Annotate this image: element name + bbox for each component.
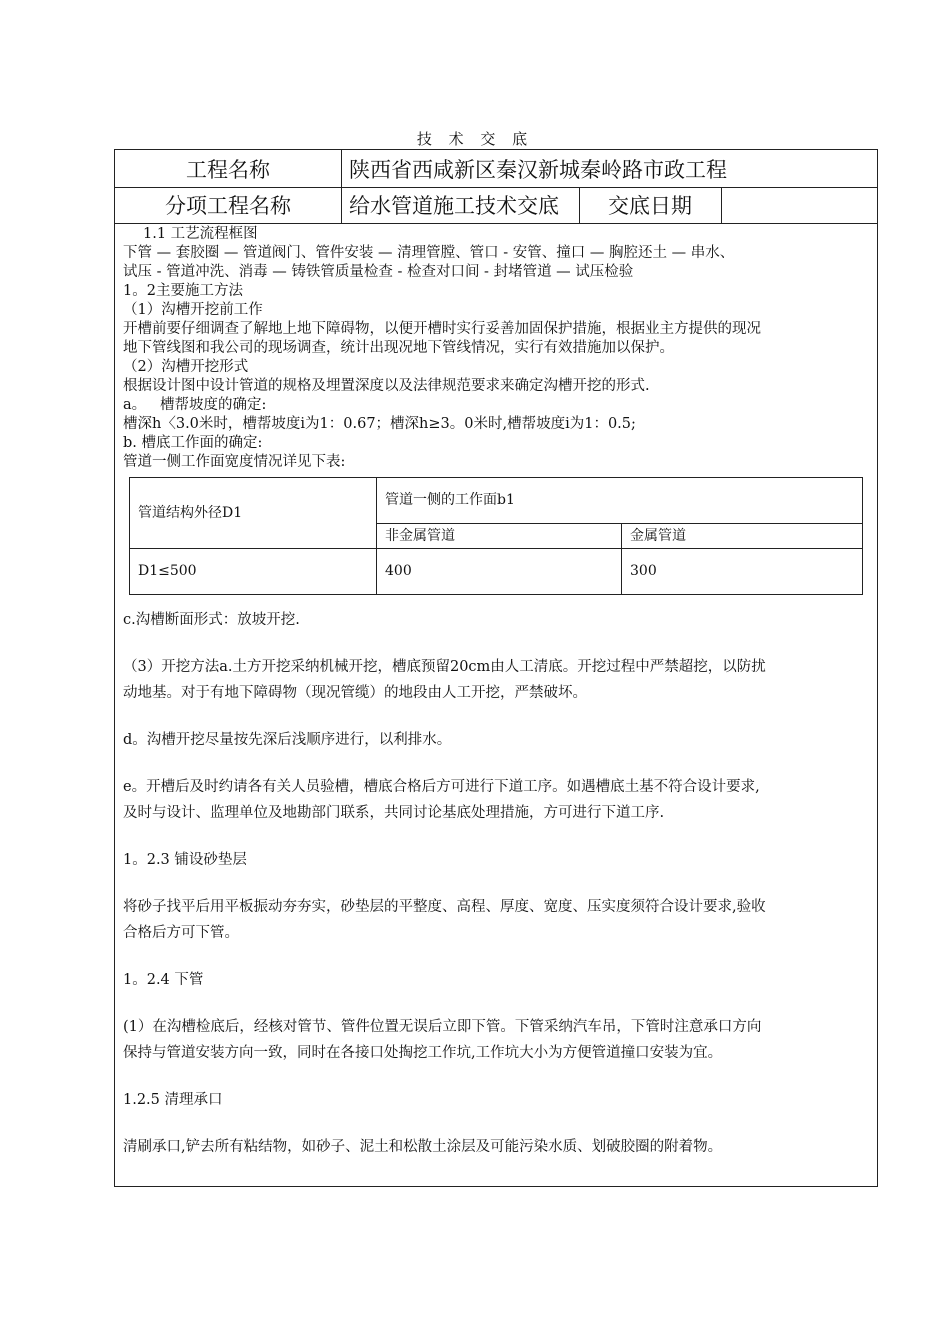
divider [341,150,342,187]
section-heading: 1。2.4 下管 [123,972,204,988]
paragraph-line: 根据设计图中设计管道的规格及埋置深度以及法律规范要求来确定沟槽开挖的形式. [123,378,650,394]
table-header-cell: 管道结构外径D1 [130,478,377,549]
paragraph-line: (1）在沟槽检底后，经核对管节、管件位置无误后立即下管。下管采纳汽车吊，下管时注意承口方向 [123,1019,762,1035]
document-title: 技 术 交 底 [416,130,534,148]
table-cell: 300 [622,549,863,595]
paragraph-line: 合格后方可下管。 [123,925,239,941]
table-subheader-cell: 非金属管道 [377,524,622,549]
subsection-heading: （1）沟槽开挖前工作 [123,302,263,318]
paragraph-line: 保持与管道安装方向一致，同时在各接口处掏挖工作坑,工作坑大小为方便管道撞口安装为宜。 [123,1045,723,1061]
table-subheader-cell: 金属管道 [622,524,863,549]
paragraph-line: 槽深h〈3.0米时，槽帮坡度i为1：0.67；槽深h≥3。0米时,槽帮坡度i为1：0.5; [123,416,636,432]
table-row [130,549,863,595]
paragraph-line: 管道一侧工作面宽度情况详见下表: [123,454,346,470]
paragraph-line: 开槽前要仔细调查了解地上地下障碍物，以便开槽时实行妥善加固保护措施，根据业主方提供的现况 [123,321,761,337]
table-cell: 400 [377,549,622,595]
sub-project-value: 给水管道施工技术交底 [349,194,559,218]
project-name-row [115,150,877,188]
flow-line: 试压 - 管道冲洗、消毒 — 铸铁管质量检查 - 检查对口间 - 封堵管道 — 试压检验 [123,264,634,280]
paragraph-line: c.沟槽断面形式：放坡开挖. [123,612,300,628]
paragraph-line: 清刷承口,铲去所有粘结物，如砂子、泥土和松散土涂层及可能污染水质、划破胶圈的附着物。 [123,1139,723,1155]
work-face-table [129,477,863,595]
paragraph-line: 地下管线图和我公司的现场调查，统计出现况地下管线情况，实行有效措施加以保护。 [123,340,674,356]
section-heading: 1。2.3 铺设砂垫层 [123,852,247,868]
divider [341,187,342,223]
paragraph-line: d。沟槽开挖尽量按先深后浅顺序进行，以利排水。 [123,732,452,748]
flow-line: 下管 — 套胶圈 — 管道阀门、管件安装 — 清理管膛、管口 - 安管、撞口 — 胸腔还土 — 串水、 [123,245,735,261]
date-label: 交底日期 [608,194,692,218]
sub-project-label: 分项工程名称 [165,194,291,218]
paragraph-line: 及时与设计、监理单位及地勘部门联系，共同讨论基底处理措施，方可进行下道工序. [123,805,665,821]
section-heading: 1.2.5 清理承口 [123,1092,223,1108]
project-name-value: 陕西省西咸新区秦汉新城秦岭路市政工程 [349,157,727,182]
table-row [130,478,863,524]
item-heading: b. 槽底工作面的确定: [123,435,263,451]
section-heading: 1.1 工艺流程框图 [143,226,258,242]
paragraph-line: e。开槽后及时约请各有关人员验槽，槽底合格后方可进行下道工序。如遇槽底土基不符合设计要求, [123,779,760,795]
project-name-label: 工程名称 [186,157,270,182]
paragraph-line: （3）开挖方法a.土方开挖采纳机械开挖，槽底预留20cm由人工清底。开挖过程中严禁超挖，以防扰 [123,659,766,675]
sub-project-row [115,187,877,224]
table-cell: D1≤500 [130,549,377,595]
disclosure-form [114,149,878,1187]
date-value [721,187,877,223]
subsection-heading: （2）沟槽开挖形式 [123,359,249,375]
item-heading: a。 槽帮坡度的确定: [123,397,267,413]
paragraph-line: 将砂子找平后用平板振动夯夯实，砂垫层的平整度、高程、厚度、宽度、压实度须符合设计要求,验收 [123,899,766,915]
section-heading: 1。2主要施工方法 [123,283,243,299]
paragraph-line: 动地基。对于有地下障碍物（现况管缆）的地段由人工开挖，严禁破坏。 [123,685,587,701]
table-header-cell: 管道一侧的工作面b1 [377,478,863,524]
content-body [123,225,871,1160]
